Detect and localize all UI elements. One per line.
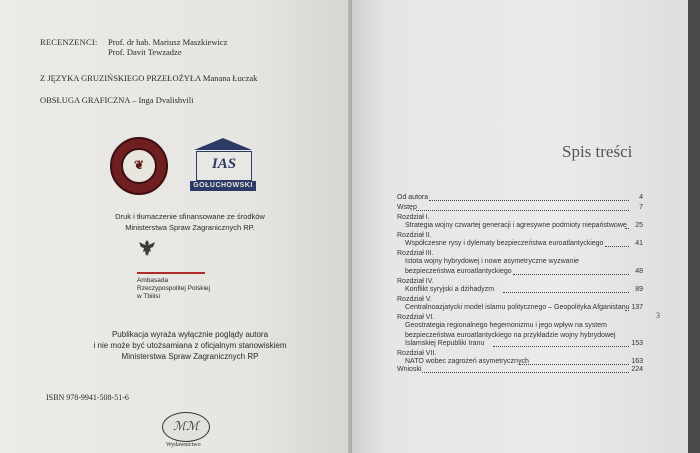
funding-line-2: Ministerstwa Spraw Zagranicznych RP.: [125, 223, 255, 232]
toc-leader-dots: [422, 365, 629, 373]
reviewer-2: Prof. Davit Tewzadze: [108, 47, 182, 57]
funding-line-1: Druk i tłumaczenie sfinansowane ze środków: [115, 212, 265, 221]
page-number: 3: [656, 311, 660, 320]
graphics-credit: OBSŁUGA GRAFICZNA – Inga Dvalishvili: [40, 95, 194, 105]
toc-entry-text: Centralnoazjatycki model islamu politycznego – Geopolityka Afganistanu: [405, 304, 630, 311]
toc-leader-dots: [513, 267, 629, 275]
toc-page-number: 41: [635, 240, 643, 247]
disclaimer-line-2: i nie może być utożsamiana z oficjalnym stanowiskiem: [93, 341, 287, 350]
isbn: ISBN 978-9941-508-51-6: [46, 393, 129, 402]
publisher-logo: ℳℳ: [162, 412, 210, 442]
toc-entry: [405, 321, 643, 331]
toc-entry: [405, 339, 643, 349]
toc-entry-text: Rozdział I.: [397, 214, 430, 221]
toc-entry-text: Rozdział V.: [397, 296, 432, 303]
toc-entry: [405, 239, 643, 249]
toc-entry-text: Rozdział II.: [397, 232, 432, 239]
institute-logo: [190, 138, 256, 192]
toc-leader-dots: [429, 193, 629, 201]
toc-entry-text: Islamskiej Republiki Iranu: [405, 340, 485, 347]
university-seal-logo: ❦: [110, 137, 168, 195]
toc-entry-text: Wstęp: [397, 204, 417, 211]
toc-page-number: 224: [631, 366, 643, 373]
disclaimer-line-3: Ministerstwa Spraw Zagranicznych RP: [121, 352, 259, 361]
toc-entry-text: bezpieczeństwa euroatlantyckiego: [405, 268, 512, 275]
translation-credit: Z JĘZYKA GRUZIŃSKIEGO PRZEŁOŻYŁA Manana Łuczak: [40, 73, 258, 83]
toc-page-number: 153: [631, 340, 643, 347]
toc-entry-text: Istota wojny hybrydowej i nowe asymetryczne wyzwanie: [405, 258, 579, 265]
toc-page-number: 7: [639, 204, 643, 211]
toc-entry: [397, 203, 643, 213]
toc-page-number: 4: [639, 194, 643, 201]
toc-page-number: 48: [635, 268, 643, 275]
toc-entry: [397, 193, 643, 203]
toc-entry-text: Geostrategia regionalnego hegemonizmu i jego wpływ na system: [405, 322, 607, 329]
institute-logo-letters: IAS: [211, 156, 237, 172]
toc-page-number: 25: [635, 222, 643, 229]
toc-entry-text: bezpieczeństwa euroatlantyckiego na przykładzie wojny hybrydowej: [405, 332, 616, 339]
table-of-contents: [397, 193, 643, 433]
toc-entry: [405, 257, 643, 267]
background-edge: [688, 0, 700, 453]
toc-entry-text: Rozdział VI.: [397, 314, 435, 321]
toc-entry-text: Rozdział VII.: [397, 350, 437, 357]
toc-entry-text: Konflikt syryjski a dżihadyzm: [405, 286, 495, 293]
toc-entry: [405, 221, 643, 231]
toc-entry-text: Od autora: [397, 194, 429, 201]
toc-entry-text: Rozdział IV.: [397, 278, 434, 285]
embassy-divider: [137, 272, 205, 274]
embassy-line-2: Rzeczypospolitej Polskiej: [137, 285, 210, 292]
toc-entry: [405, 267, 643, 277]
toc-leader-dots: [605, 239, 629, 247]
toc-entry-text: Strategia wojny czwartej generacji i agresywne podmioty niepaństwowe: [405, 222, 627, 229]
toc-entry-text: Rozdział III.: [397, 250, 434, 257]
toc-entry: [405, 303, 643, 313]
disclaimer-line-1: Publikacja wyraża wyłącznie poglądy autora: [111, 330, 269, 339]
toc-entry-text: NATO wobec zagrożeń asymetrycznych: [405, 358, 529, 365]
institute-logo-label: GOŁUCHOWSKI: [190, 181, 256, 191]
toc-leader-dots: [493, 339, 629, 347]
toc-entry-text: Współczesne rysy i dylematy bezpieczeństwa euroatlantyckiego: [405, 240, 604, 247]
polish-eagle-emblem-icon: [136, 238, 158, 260]
toc-page-number: 137: [631, 304, 643, 311]
toc-page-number: 163: [631, 358, 643, 365]
toc-entry-text: Wnioski: [397, 366, 422, 373]
right-page: [352, 0, 700, 453]
toc-leader-dots: [416, 203, 630, 211]
toc-leader-dots: [503, 285, 629, 293]
toc-entry: [405, 285, 643, 295]
publisher-label: Wydawnictwo: [166, 442, 201, 448]
embassy-line-3: w Tbilisi: [137, 293, 160, 300]
reviewer-1: Prof. dr hab. Mariusz Maszkiewicz: [108, 37, 228, 47]
toc-page-number: 89: [635, 286, 643, 293]
toc-leader-dots: [519, 357, 629, 365]
toc-entry: [397, 365, 643, 375]
toc-title: Spis treści: [562, 142, 633, 161]
reviewers-label: RECENZENCI:: [40, 37, 98, 47]
embassy-line-1: Ambasada: [137, 277, 169, 284]
